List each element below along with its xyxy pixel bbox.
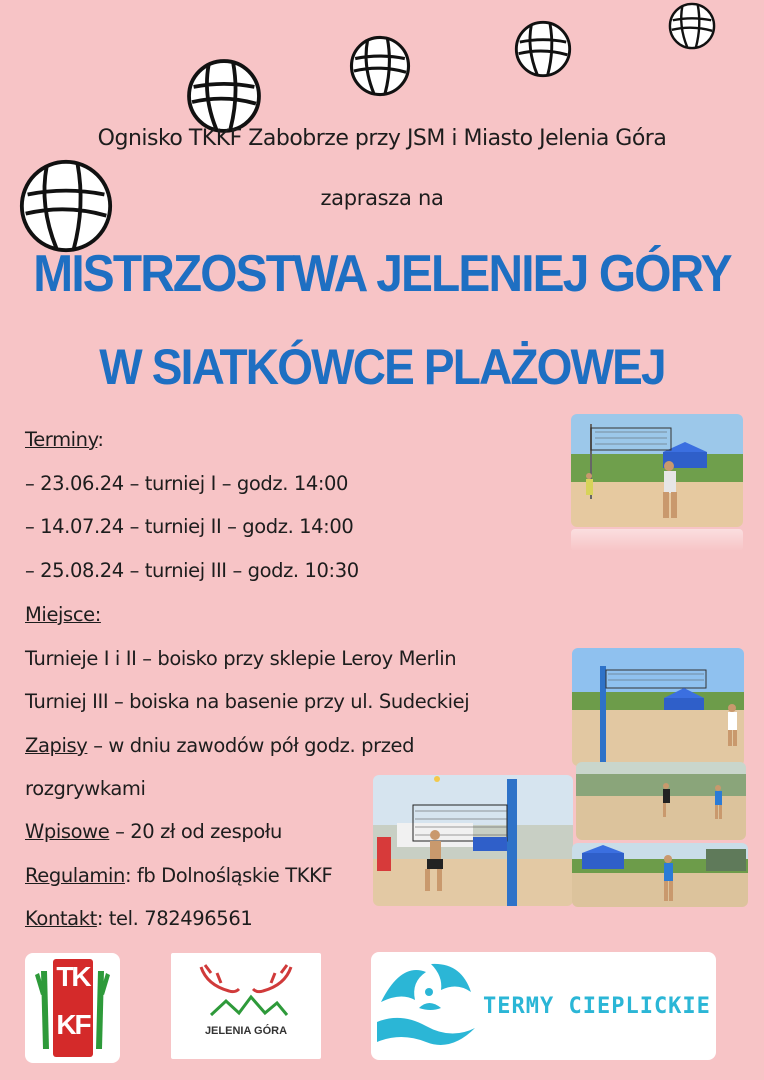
beach-volleyball-photo	[576, 762, 746, 840]
termy-cieplickie-text: TERMY CIEPLICKIE	[483, 994, 711, 1019]
signup-label: Zapisy	[25, 734, 88, 757]
event-title-line2: W SIATKÓWCE PLAŻOWEJ	[99, 339, 665, 395]
tkkf-logo-top: TK	[56, 961, 90, 992]
contact-line	[25, 907, 252, 930]
beach-volleyball-photo	[572, 648, 744, 766]
terms-colon: :	[97, 428, 104, 451]
volleyball-icon	[186, 58, 262, 134]
rules-label: Regulamin	[25, 864, 125, 887]
termy-cieplickie-logo	[371, 952, 716, 1060]
antlers-mountains-icon	[171, 953, 321, 1033]
date-item: – 23.06.24 – turniej I – godz. 14:00	[25, 472, 349, 495]
rules-text: : fb Dolnośląskie TKKF	[124, 864, 333, 887]
photo-reflection	[571, 529, 743, 551]
invite-text: zaprasza na	[320, 186, 444, 210]
signup-line2: rozgrywkami	[25, 777, 146, 800]
volleyball-icon	[514, 20, 572, 78]
place-item: Turnieje I i II – boisko przy sklepie Leroy Merlin	[25, 647, 457, 670]
terms-label: Terminy	[25, 428, 98, 451]
tkkf-logo	[25, 953, 120, 1063]
contact-label: Kontakt	[25, 907, 97, 930]
fee-line	[25, 820, 282, 843]
date-item: – 25.08.24 – turniej III – godz. 10:30	[25, 559, 359, 582]
jelenia-gora-logo	[171, 953, 321, 1059]
fee-label: Wpisowe	[25, 820, 110, 843]
tkkf-logo-bottom: KF	[56, 1009, 90, 1040]
place-item: Turniej III – boiska na basenie przy ul. Sudeckiej	[25, 690, 470, 713]
beach-volleyball-photo	[373, 775, 573, 906]
signup-line	[25, 734, 414, 757]
beach-volleyball-photo	[571, 414, 743, 527]
volleyball-icon	[668, 2, 716, 50]
jelenia-gora-text: JELENIA GÓRA	[204, 1025, 288, 1037]
organizer-text: Ognisko TKKF Zabobrze przy JSM i Miasto Jelenia Góra	[97, 126, 667, 151]
event-title-line1: MISTRZOSTWA JELENIEJ GÓRY	[33, 245, 731, 303]
fountain-icon	[371, 952, 481, 1060]
place-heading: Miejsce:	[25, 603, 101, 626]
terms-heading	[25, 428, 104, 451]
volleyball-icon	[349, 35, 411, 97]
fee-text: – 20 zł od zespołu	[109, 820, 282, 843]
beach-volleyball-photo	[572, 843, 748, 907]
contact-text: : tel. 782496561	[96, 907, 253, 930]
rules-line	[25, 864, 332, 887]
signup-text: – w dniu zawodów pół godz. przed	[87, 734, 415, 757]
date-item: – 14.07.24 – turniej II – godz. 14:00	[25, 515, 354, 538]
